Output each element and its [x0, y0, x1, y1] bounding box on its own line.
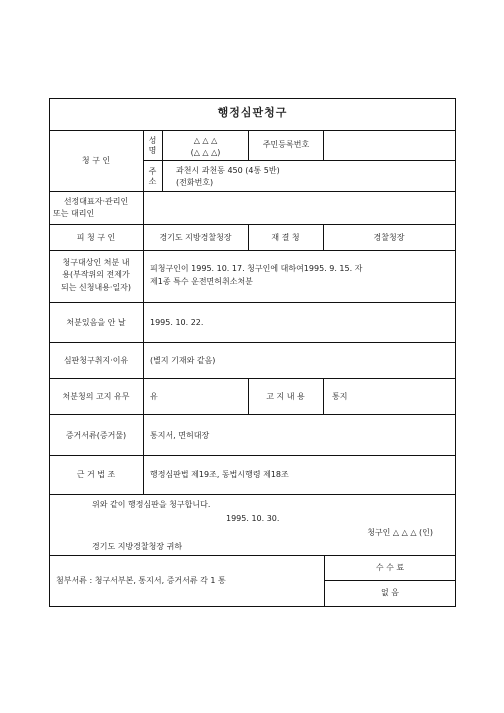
disposition-value-2: 제1종 특수 운전면허취소처분	[150, 277, 253, 286]
frame-left	[49, 98, 50, 607]
rule-title	[49, 130, 456, 131]
rule-representative	[49, 224, 456, 225]
rule-fee	[324, 580, 456, 581]
decision-value: 경찰청장	[373, 233, 405, 242]
frame-right	[455, 98, 456, 607]
respondent-value: 경기도 지방경찰청장	[159, 233, 232, 242]
address-value: 과천시 과천동 450 (4통 5반)	[176, 166, 280, 175]
notice-value: 유	[150, 392, 158, 401]
decision-label: 재 결 청	[271, 233, 300, 242]
disposition-label-3: 되는 신청내용·일자)	[60, 283, 132, 292]
notice-label: 처분청의 고지 유무	[62, 392, 130, 401]
frame-top	[49, 98, 456, 99]
disposition-value-1: 피청구인이 1995. 10. 17. 청구인에 대하여1995. 9. 15. 자	[150, 264, 363, 273]
rule-name	[143, 160, 456, 161]
col-notice-right	[323, 378, 324, 415]
attachments-text: 첨부서류 : 청구서부본, 통지서, 증거서류 각 1 통	[56, 576, 226, 585]
notice-content-label: 고 지 내 용	[266, 392, 305, 401]
respondent-label: 피 청 구 인	[76, 233, 116, 242]
date-known-value: 1995. 10. 22.	[150, 318, 204, 327]
footer-date: 1995. 10. 30.	[226, 514, 280, 523]
representative-label-2: 또는 대리인	[53, 209, 95, 218]
rule-reason	[49, 378, 456, 379]
col-label-divider	[143, 130, 144, 495]
phone-value: (전화번호)	[176, 178, 214, 187]
disposition-label-1: 청구대상인 처분 내	[62, 258, 130, 267]
address-label: 주소	[148, 167, 157, 186]
representative-label-1: 선정대표자·관리인	[63, 197, 129, 206]
evidence-value: 통지서, 면허대장	[150, 431, 210, 440]
rule-respondent	[49, 250, 456, 251]
col-id-value-divider	[323, 130, 324, 161]
evidence-label: 증거서류(증거물)	[65, 431, 127, 440]
rule-disposition	[49, 302, 456, 303]
footer-statement: 위와 같이 행정심판을 청구합니다.	[92, 500, 211, 509]
frame-bottom	[49, 606, 456, 607]
fee-value: 없 음	[381, 588, 399, 597]
document-title: 행정심판청구	[217, 106, 288, 119]
footer-recipient: 경기도 지방경찰청장 귀하	[92, 542, 183, 551]
rule-evidence	[49, 455, 456, 456]
rule-claimant	[49, 191, 456, 192]
name-value: △ △ △	[193, 136, 218, 145]
legal-basis-value: 행정심판법 제19조, 동법시행령 제18조	[150, 470, 289, 479]
legal-basis-label: 근 거 법 조	[76, 470, 116, 479]
fee-label: 수 수 료	[375, 563, 405, 572]
name-label: 성명	[148, 136, 157, 155]
rule-legal	[49, 494, 456, 495]
disposition-label-2: 용(부작위의 전제가	[62, 270, 130, 279]
id-label: 주민등록번호	[262, 140, 310, 149]
claimant-label: 청 구 인	[81, 156, 111, 165]
name-hanja: (△ △ △)	[190, 148, 221, 157]
rule-footer	[49, 555, 456, 556]
footer-signer: 청구인 △ △ △ (인)	[367, 528, 433, 537]
rule-notice	[49, 414, 456, 415]
date-known-label: 처분있음을 안 날	[66, 318, 126, 327]
rule-date	[49, 342, 456, 343]
notice-content-value: 통지	[332, 392, 348, 401]
reason-value: (별지 기재와 같음)	[150, 356, 216, 365]
reason-label: 심판청구취지·이유	[63, 356, 129, 365]
